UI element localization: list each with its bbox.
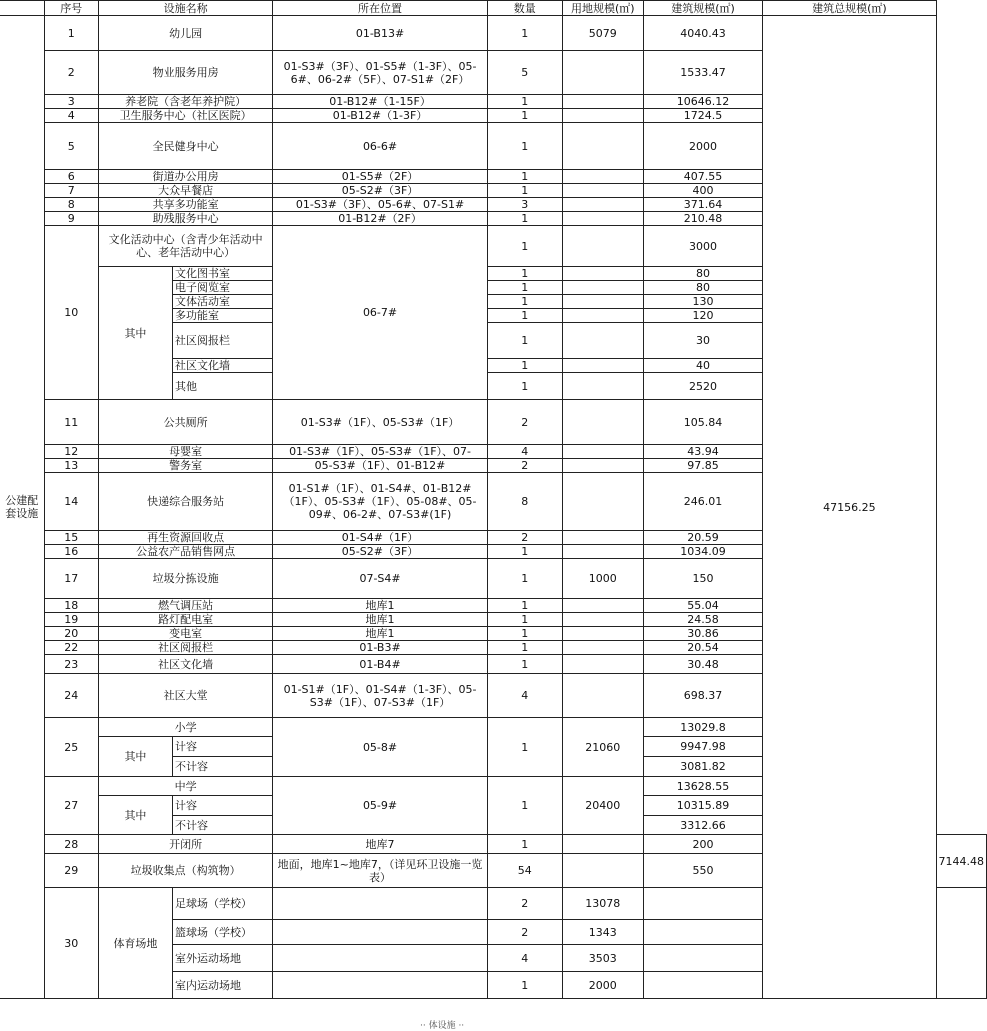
row-location: 05-9#	[273, 777, 487, 835]
sub-build: 3081.82	[643, 757, 763, 777]
row-qty: 1	[487, 599, 562, 613]
row-location: 地库1	[273, 599, 487, 613]
row-name: 街道办公用房	[98, 170, 273, 184]
row-qty: 1	[487, 835, 562, 854]
row-land	[562, 835, 643, 854]
subgroup-label: 其中	[98, 267, 172, 400]
row-name: 警务室	[98, 459, 273, 473]
row-no: 17	[44, 559, 98, 599]
row-land	[562, 95, 643, 109]
sub-build: 2520	[643, 373, 763, 400]
row-name: 幼儿园	[98, 16, 273, 51]
row-land	[562, 226, 643, 267]
sub-land: 1343	[562, 920, 643, 945]
row-qty: 1	[487, 641, 562, 655]
row-location: 01-S3#（3F）、05-6#、07-S1#	[273, 198, 487, 212]
row-location: 地库7	[273, 835, 487, 854]
row-land	[562, 674, 643, 718]
sub-build: 30	[643, 323, 763, 359]
sub-land	[562, 359, 643, 373]
row-land	[562, 854, 643, 888]
sub-name: 足球场（学校）	[172, 888, 272, 920]
row-build: 400	[643, 184, 763, 198]
sub-land	[562, 309, 643, 323]
row-location: 地库1	[273, 613, 487, 627]
row-location: 01-S1#（1F）、01-S4#（1-3F）、05-S3#（1F）、07-S3#（1F）	[273, 674, 487, 718]
row-land	[562, 109, 643, 123]
row-land	[562, 641, 643, 655]
row-land: 1000	[562, 559, 643, 599]
row-land: 21060	[562, 718, 643, 777]
row-location: 01-S1#（1F）、01-S4#、01-B12#（1F）、05-S3#（1F）、05-08#、05-09#、06-2#、07-S3#(1F)	[273, 473, 487, 531]
row-location: 01-B12#（1-15F）	[273, 95, 487, 109]
row-name: 垃圾收集点（构筑物）	[98, 854, 273, 888]
row-build: 371.64	[643, 198, 763, 212]
row-no: 11	[44, 400, 98, 445]
row-qty: 1	[487, 123, 562, 170]
sub-build: 130	[643, 295, 763, 309]
row-land	[562, 531, 643, 545]
row-name: 快递综合服务站	[98, 473, 273, 531]
header-total: 建筑总规模(㎡)	[763, 1, 936, 16]
row-location: 01-S3#（3F）、01-S5#（1-3F）、05-6#、06-2#（5F）、07-S1#（2F）	[273, 51, 487, 95]
total-area-2: 7144.48	[936, 835, 987, 888]
row-build: 698.37	[643, 674, 763, 718]
total-empty	[936, 888, 987, 999]
row-name: 中学	[98, 777, 273, 796]
row-name: 垃圾分拣设施	[98, 559, 273, 599]
sub-build: 80	[643, 267, 763, 281]
row-land	[562, 170, 643, 184]
row-qty: 5	[487, 51, 562, 95]
sub-name: 篮球场（学校）	[172, 920, 272, 945]
sub-qty: 1	[487, 323, 562, 359]
row-build: 4040.43	[643, 16, 763, 51]
sub-location	[273, 972, 487, 999]
sub-qty: 1	[487, 295, 562, 309]
row-name: 母婴室	[98, 445, 273, 459]
row-land	[562, 655, 643, 674]
sub-build: 10315.89	[643, 796, 763, 816]
row-land	[562, 599, 643, 613]
row-no: 4	[44, 109, 98, 123]
row-location: 05-S3#（1F）、01-B12#	[273, 459, 487, 473]
row-no: 9	[44, 212, 98, 226]
row-no: 20	[44, 627, 98, 641]
header-qty: 数量	[487, 1, 562, 16]
row-land	[562, 400, 643, 445]
row-name: 再生资源回收点	[98, 531, 273, 545]
row-qty: 4	[487, 674, 562, 718]
row-location: 01-B12#（2F）	[273, 212, 487, 226]
sub-name: 文体活动室	[172, 295, 272, 309]
sub-name: 不计容	[172, 816, 272, 835]
row-qty: 1	[487, 109, 562, 123]
sub-land: 2000	[562, 972, 643, 999]
row-build: 97.85	[643, 459, 763, 473]
row-location: 01-B4#	[273, 655, 487, 674]
row-name: 社区文化墙	[98, 655, 273, 674]
row-name: 全民健身中心	[98, 123, 273, 170]
row-land	[562, 212, 643, 226]
row-location: 06-6#	[273, 123, 487, 170]
row-name: 卫生服务中心（社区医院）	[98, 109, 273, 123]
row-name: 物业服务用房	[98, 51, 273, 95]
row-build: 150	[643, 559, 763, 599]
row-land	[562, 445, 643, 459]
row-land	[562, 613, 643, 627]
row-no: 18	[44, 599, 98, 613]
category-cell: 公建配套设施	[0, 16, 44, 999]
subgroup-label: 其中	[98, 796, 172, 835]
row-land	[562, 184, 643, 198]
row-qty: 8	[487, 473, 562, 531]
row-name: 小学	[98, 718, 273, 737]
row-no: 30	[44, 888, 98, 999]
sub-land	[562, 295, 643, 309]
row-qty: 1	[487, 613, 562, 627]
row-qty: 1	[487, 559, 562, 599]
row-build: 3000	[643, 226, 763, 267]
row-build: 24.58	[643, 613, 763, 627]
row-build: 407.55	[643, 170, 763, 184]
row-no: 7	[44, 184, 98, 198]
row-no: 2	[44, 51, 98, 95]
row-location: 01-B13#	[273, 16, 487, 51]
table-row	[0, 16, 987, 51]
header-name: 设施名称	[98, 1, 273, 16]
row-name: 共享多功能室	[98, 198, 273, 212]
row-build: 200	[643, 835, 763, 854]
header-row	[0, 1, 987, 16]
row-build: 210.48	[643, 212, 763, 226]
row-qty: 1	[487, 655, 562, 674]
row-qty: 1	[487, 777, 562, 835]
sub-build: 3312.66	[643, 816, 763, 835]
row-location: 地库1	[273, 627, 487, 641]
row-name: 助残服务中心	[98, 212, 273, 226]
row-land: 5079	[562, 16, 643, 51]
header-build: 建筑规模(㎡)	[643, 1, 763, 16]
row-build: 1034.09	[643, 545, 763, 559]
row-qty: 1	[487, 95, 562, 109]
row-build: 30.86	[643, 627, 763, 641]
sub-qty: 1	[487, 267, 562, 281]
row-build: 13628.55	[643, 777, 763, 796]
row-qty: 3	[487, 198, 562, 212]
row-name: 体育场地	[98, 888, 172, 999]
row-location: 01-S5#（2F）	[273, 170, 487, 184]
row-build: 30.48	[643, 655, 763, 674]
sub-land	[562, 373, 643, 400]
row-no: 3	[44, 95, 98, 109]
sub-land	[562, 281, 643, 295]
row-build: 43.94	[643, 445, 763, 459]
sub-build	[643, 972, 763, 999]
header-category	[0, 1, 44, 16]
row-name: 公共厕所	[98, 400, 273, 445]
header-land: 用地规模(㎡)	[562, 1, 643, 16]
row-location: 06-7#	[273, 226, 487, 400]
sub-name: 多功能室	[172, 309, 272, 323]
sub-qty: 1	[487, 972, 562, 999]
row-no: 14	[44, 473, 98, 531]
row-build: 1533.47	[643, 51, 763, 95]
sub-location	[273, 920, 487, 945]
row-name: 文化活动中心（含青少年活动中心、老年活动中心）	[98, 226, 273, 267]
row-no: 16	[44, 545, 98, 559]
sub-land: 3503	[562, 945, 643, 972]
sub-build: 40	[643, 359, 763, 373]
row-qty: 54	[487, 854, 562, 888]
row-no: 25	[44, 718, 98, 777]
sub-name: 电子阅览室	[172, 281, 272, 295]
row-name: 公益农产品销售网点	[98, 545, 273, 559]
row-no: 22	[44, 641, 98, 655]
row-land	[562, 545, 643, 559]
row-land	[562, 473, 643, 531]
sub-location	[273, 888, 487, 920]
sub-qty: 1	[487, 359, 562, 373]
header-no: 序号	[44, 1, 98, 16]
row-build: 55.04	[643, 599, 763, 613]
row-name: 养老院（含老年养护院）	[98, 95, 273, 109]
row-qty: 2	[487, 459, 562, 473]
row-name: 开闭所	[98, 835, 273, 854]
total-area-1: 47156.25	[763, 16, 936, 999]
row-location: 07-S4#	[273, 559, 487, 599]
sub-build	[643, 920, 763, 945]
sub-name: 计容	[172, 796, 272, 816]
row-qty: 1	[487, 170, 562, 184]
sub-build: 80	[643, 281, 763, 295]
subgroup-label: 其中	[98, 737, 172, 777]
row-land	[562, 459, 643, 473]
row-name: 大众早餐店	[98, 184, 273, 198]
row-no: 24	[44, 674, 98, 718]
row-build: 246.01	[643, 473, 763, 531]
row-no: 10	[44, 226, 98, 400]
row-name: 社区大堂	[98, 674, 273, 718]
footer-fragment: ·· 体设施 ··	[420, 1021, 465, 1031]
row-no: 29	[44, 854, 98, 888]
sub-qty: 2	[487, 920, 562, 945]
row-land	[562, 627, 643, 641]
sub-qty: 1	[487, 373, 562, 400]
row-no: 19	[44, 613, 98, 627]
row-location: 05-S2#（3F）	[273, 545, 487, 559]
sub-location	[273, 945, 487, 972]
row-qty: 1	[487, 627, 562, 641]
sub-build: 120	[643, 309, 763, 323]
row-name: 社区阅报栏	[98, 641, 273, 655]
row-location: 01-B3#	[273, 641, 487, 655]
row-qty: 2	[487, 400, 562, 445]
row-no: 13	[44, 459, 98, 473]
sub-build	[643, 945, 763, 972]
sub-qty: 1	[487, 281, 562, 295]
row-qty: 1	[487, 16, 562, 51]
sub-name: 文化图书室	[172, 267, 272, 281]
sub-land: 13078	[562, 888, 643, 920]
sub-name: 计容	[172, 737, 272, 757]
sub-land	[562, 267, 643, 281]
row-land: 20400	[562, 777, 643, 835]
row-no: 28	[44, 835, 98, 854]
sub-land	[562, 323, 643, 359]
sub-build	[643, 888, 763, 920]
row-qty: 1	[487, 226, 562, 267]
row-location: 05-8#	[273, 718, 487, 777]
row-no: 8	[44, 198, 98, 212]
row-land	[562, 51, 643, 95]
row-location: 01-S3#（1F）、05-S3#（1F）、07-	[273, 445, 487, 459]
sub-name: 不计容	[172, 757, 272, 777]
sub-qty: 2	[487, 888, 562, 920]
row-no: 5	[44, 123, 98, 170]
sub-name: 社区文化墙	[172, 359, 272, 373]
sub-qty: 4	[487, 945, 562, 972]
row-location: 地面，地库1~地库7，（详见环卫设施一览表）	[273, 854, 487, 888]
row-qty: 1	[487, 212, 562, 226]
row-qty: 1	[487, 545, 562, 559]
row-location: 01-B12#（1-3F）	[273, 109, 487, 123]
row-location: 01-S3#（1F）、05-S3#（1F）	[273, 400, 487, 445]
row-build: 2000	[643, 123, 763, 170]
row-location: 05-S2#（3F）	[273, 184, 487, 198]
row-location: 01-S4#（1F）	[273, 531, 487, 545]
row-no: 6	[44, 170, 98, 184]
row-name: 变电室	[98, 627, 273, 641]
row-qty: 1	[487, 718, 562, 777]
row-qty: 4	[487, 445, 562, 459]
row-build: 20.59	[643, 531, 763, 545]
row-build: 13029.8	[643, 718, 763, 737]
row-no: 27	[44, 777, 98, 835]
row-no: 12	[44, 445, 98, 459]
sub-qty: 1	[487, 309, 562, 323]
row-no: 15	[44, 531, 98, 545]
row-qty: 1	[487, 184, 562, 198]
row-build: 550	[643, 854, 763, 888]
sub-build: 9947.98	[643, 737, 763, 757]
header-location: 所在位置	[273, 1, 487, 16]
row-name: 路灯配电室	[98, 613, 273, 627]
sub-name: 室内运动场地	[172, 972, 272, 999]
row-build: 1724.5	[643, 109, 763, 123]
row-qty: 2	[487, 531, 562, 545]
row-no: 23	[44, 655, 98, 674]
sub-name: 社区阅报栏	[172, 323, 272, 359]
row-no: 1	[44, 16, 98, 51]
row-build: 10646.12	[643, 95, 763, 109]
row-land	[562, 123, 643, 170]
row-name: 燃气调压站	[98, 599, 273, 613]
row-build: 105.84	[643, 400, 763, 445]
row-land	[562, 198, 643, 212]
sub-name: 室外运动场地	[172, 945, 272, 972]
row-build: 20.54	[643, 641, 763, 655]
sub-name: 其他	[172, 373, 272, 400]
